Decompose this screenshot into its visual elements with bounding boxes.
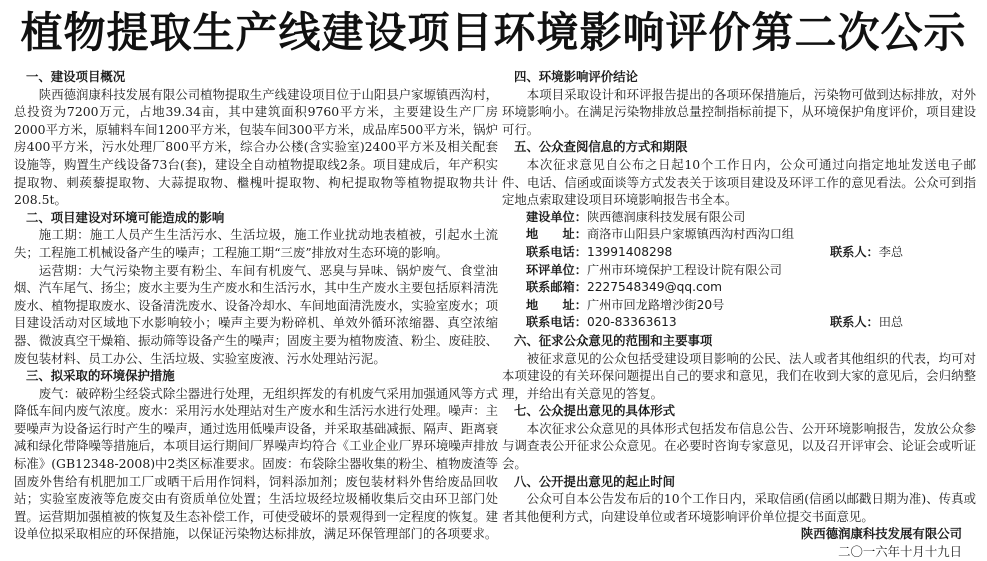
section-8-heading: 八、公开提出意见的起止时间 [514,473,676,489]
eia-address-label: 地 址： [526,297,587,312]
builder-address-label: 地 址： [526,227,587,242]
builder-address-row [526,226,976,244]
builder-unit-label: 建设单位： [526,209,587,224]
eia-contact [830,314,903,332]
section-5-body: 本次征求意见自公布之日起10个工作日内，公众可通过向指定地址发送电子邮件、电话、信函或面谈等方式发表关于该项目建设及环评工作的意见看法。公众可到指定地点索取建设项目环境影响报告书全本。 [502,156,976,208]
builder-phone-row [526,244,976,262]
left-column [14,68,498,543]
section-2-heading: 二、项目建设对环境可能造成的影响 [26,209,225,225]
eia-contact-name: 田总 [878,315,904,330]
section-7-heading: 七、公众提出意见的具体形式 [514,403,676,419]
builder-phone: 13991408298 [586,244,673,259]
eia-unit-row [526,262,976,280]
builder-contact-label: 联系人： [830,244,879,259]
section-5-heading: 五、公众查阅信息的方式和期限 [514,139,688,155]
section-2-construction-period: 施工期：施工人员产生生活污水、生活垃圾，施工作业扰动地表植被，引起水土流失；工程施工机械设备产生的噪声；工程施工期“三废”排放对生态环境的影响。 [14,227,498,260]
page-title: 植物提取生产线建设项目环境影响评价第二次公示 [20,8,967,57]
eia-contact-label: 联系人： [830,315,879,330]
builder-unit-row [526,209,976,227]
eia-phone: 020-83363613 [586,315,677,330]
section-2-operation-period: 运营期：大气污染物主要有粉尘、车间有机废气、恶臭与异味、锅炉废气、食堂油烟、汽车尾气、扬尘；废水主要为生产废水和生活污水，其中生产废水主要包括原料清洗废水、植物提取废水、设备清洗废水、设备冷却水、车间地面清洗废水，实验室废水；项目建设活动对区域地下水影响较小；噪声主要为粉碎机、单效外循环浓缩器、真空浓缩器、微波真空干燥箱、振动筛等设备产生的噪声；固废主要为植物废渣、粉尘、废硅胶、废包装材料、员工办公、生活垃圾、实验室废液、污水处理站污泥。 [14,262,498,366]
right-column [502,68,976,561]
section-6-body: 被征求意见的公众包括受建设项目影响的公民、法人或者其他组织的代表，均可对本项建设的有关环保问题提出自己的要求和意见，我们在收到大家的意见后，会归纳整理，并给出有关意见的答复。 [502,350,976,401]
eia-email: 2227548349@qq.com [586,280,723,295]
eia-phone-label: 联系电话： [526,315,587,330]
section-3-body: 废气：破碎粉尘经袋式除尘器进行处理，无组织挥发的有机废气采用加强通风等方式降低车间内废气浓度。废水：采用污水处理站对生产废水和生活污水进行处理。噪声：主要噪声为设备运行时产生的噪声，通过选用低噪声设备，并采取基础减振、隔声、距离衰减和绿化带降噪等措施后，本项目运行期间厂界噪声均符合《工业企业厂界环境噪声排放标准》(GB12348-2008)中2类区标准要求。固废：布袋除尘器收集的粉尘、植物废渣等固废外售给有机肥加工厂或晒干后用作饲料，饲料添加剂；废包装材料外售给废品回收站；实验室废液等危废交由有资质单位处置；生活垃圾经垃圾桶收集后交由环卫部门处置。运营期加强植被的恢复及生态补偿工作，可使受破坏的景观得到一定程度的恢复。建设单位拟采取相应的环保措施，以保证污染物达标排放，满足环保管理部门的各项要求。 [14,385,498,542]
builder-address: 商洛市山阳县户家塬镇西沟村西沟口组 [586,227,795,242]
builder-unit: 陕西德润康科技发展有限公司 [586,209,746,224]
section-4-body: 本项目采取设计和环评报告提出的各项环保措施后，污染物可做到达标排放，对外环境影响小。在满足污染物排放总量控制指标前提下，从环境保护角度评价，项目建设可行。 [502,86,976,137]
section-6-heading: 六、征求公众意见的范围和主要事项 [514,332,713,348]
eia-unit-label: 环评单位： [526,262,587,277]
eia-phone-row [526,314,976,332]
eia-address-row [526,297,976,315]
section-8-body: 公众可自本公告发布后的10个工作日内，采取信函(信函以邮戳日期为准)、传真或者其他便利方式，向建设单位或者环境影响评价单位提交书面意见。 [502,491,976,524]
eia-address: 广州市回龙路增沙街20号 [586,297,725,312]
eia-email-label: 联系邮箱： [526,280,587,295]
eia-email-row [526,279,976,297]
signature-company: 陕西德润康科技发展有限公司 [800,526,962,542]
section-1-body: 陕西德润康科技发展有限公司植物提取生产线建设项目位于山阳县户家塬镇西沟村，总投资为7200万元，占地39.34亩，其中建筑面积9760平方米，主要建设生产厂房2000平方米，原辅料车间1200平方米，包装车间300平方米，成品库500平方米，锅炉房400平方米，污水处理厂800平方米，综合办公楼(含实验室)2400平方米及相关配套设施等，购置生产线设备73台(套)，建设全自动植物提取线2条。项目建成后，年产积实提取物、刺蒺藜提取物、大蒜提取物、檵槐叶提取物、枸杞提取物等植物提取物共计208.5t。 [14,86,498,208]
section-1-heading: 一、建设项目概况 [26,69,126,84]
builder-phone-label: 联系电话： [526,244,587,259]
eia-unit: 广州市环境保护工程设计院有限公司 [586,262,782,277]
section-7-body: 本次征求公众意见的具体形式包括发布信息公告、公开环境影响报告，发放公众参与调查表公开征求公众意见。在必要时咨询专家意见，以及召开评审会、论证会或听证会。 [502,420,976,472]
section-3-heading: 三、拟采取的环境保护措施 [26,368,175,384]
builder-contact [830,244,903,262]
builder-contact-name: 李总 [878,244,904,259]
section-4-heading: 四、环境影响评价结论 [514,69,638,84]
signature-date: 二〇一六年十月十九日 [838,544,962,560]
